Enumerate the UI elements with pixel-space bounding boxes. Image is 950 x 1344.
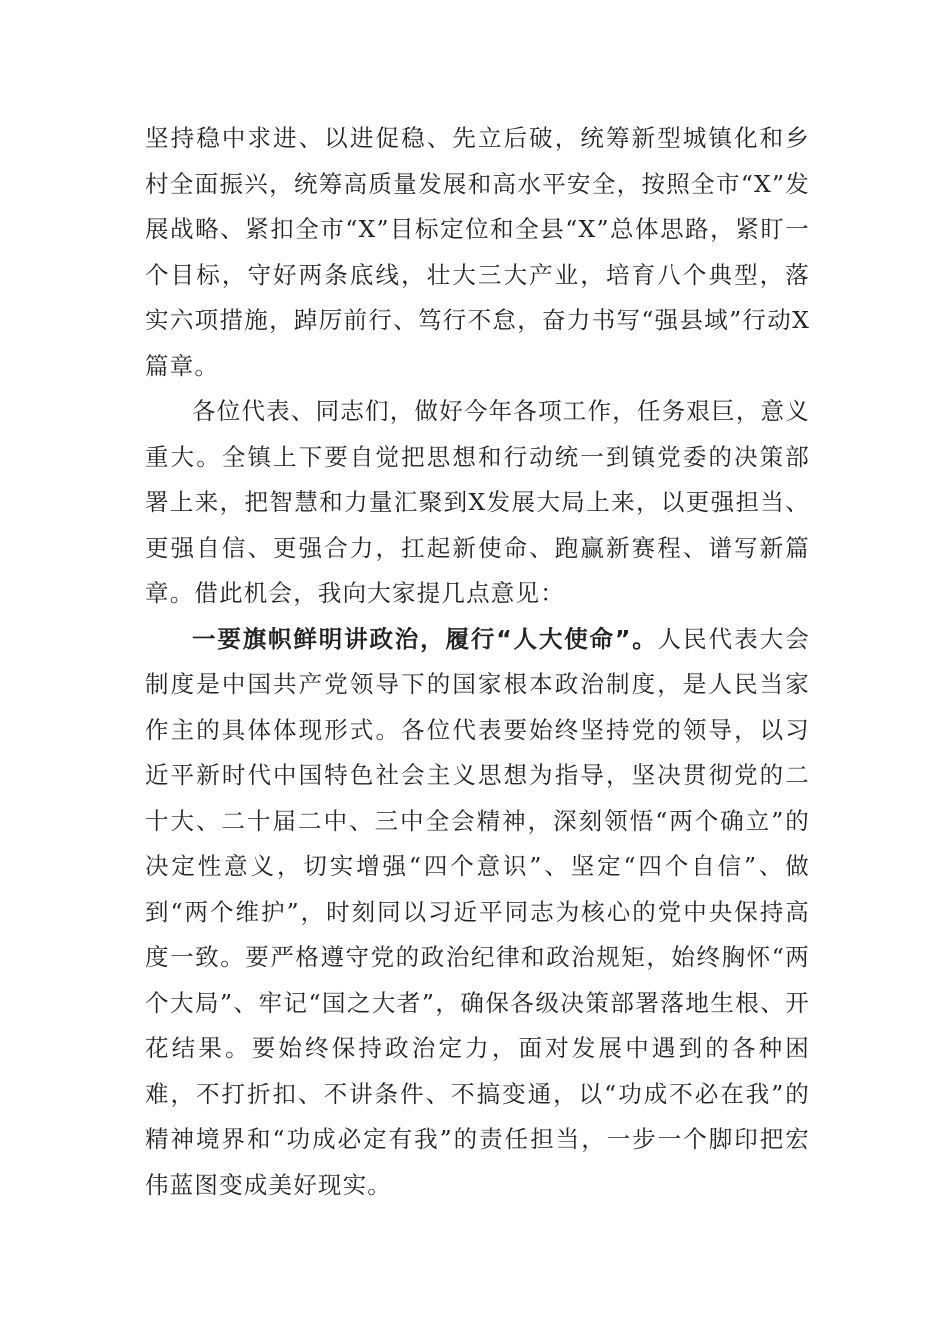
paragraph-point-one [145, 617, 810, 1209]
document-body [145, 116, 810, 1208]
paragraph-continuation: 坚持稳中求进、以进促稳、先立后破，统筹新型城镇化和乡村全面振兴，统筹高质量发展和高水平安全，按照全市“X”发展战略、紧扣全市“X”目标定位和全县“X”总体思路，紧盯一个目标，守好两条底线，壮大三大产业，培育八个典型，落实六项措施，踔厉前行、笃行不怠，奋力书写“强县域”行动X篇章。 [145, 124, 810, 380]
point-one-heading: 一要旗帜鲜明讲政治，履行“人大使命”。 [192, 624, 658, 653]
point-one-body: 人民代表大会制度是中国共产党领导下的国家根本政治制度，是人民当家作主的具体体现形式。各位代表要始终坚持党的领导，以习近平新时代中国特色社会主义思想为指导，坚决贯彻党的二十大、二十届二中、三中全会精神，深刻领悟“两个确立”的决定性意义，切实增强“四个意识”、坚定“四个自信”、做到“两个维护”，时刻同以习近平同志为核心的党中央保持高度一致。要严格遵守党的政治纪律和政治规矩，始终胸怀“两个大局”、牢记“国之大者”，确保各级决策部署落地生根、开花结果。要始终保持政治定力，面对发展中遇到的各种困难，不打折扣、不讲条件、不搞变通，以“功成不必在我”的精神境界和“功成必定有我”的责任担当，一步一个脚印把宏伟蓝图变成美好现实。 [145, 624, 810, 1199]
paragraph-address: 各位代表、同志们，做好今年各项工作，任务艰巨，意义重大。全镇上下要自觉把思想和行动统一到镇党委的决策部署上来，把智慧和力量汇聚到X发展大局上来，以更强担当、更强自信、更强合力，扛起新使命、跑赢新赛程、谱写新篇章。借此机会，我向大家提几点意见： [145, 397, 810, 607]
